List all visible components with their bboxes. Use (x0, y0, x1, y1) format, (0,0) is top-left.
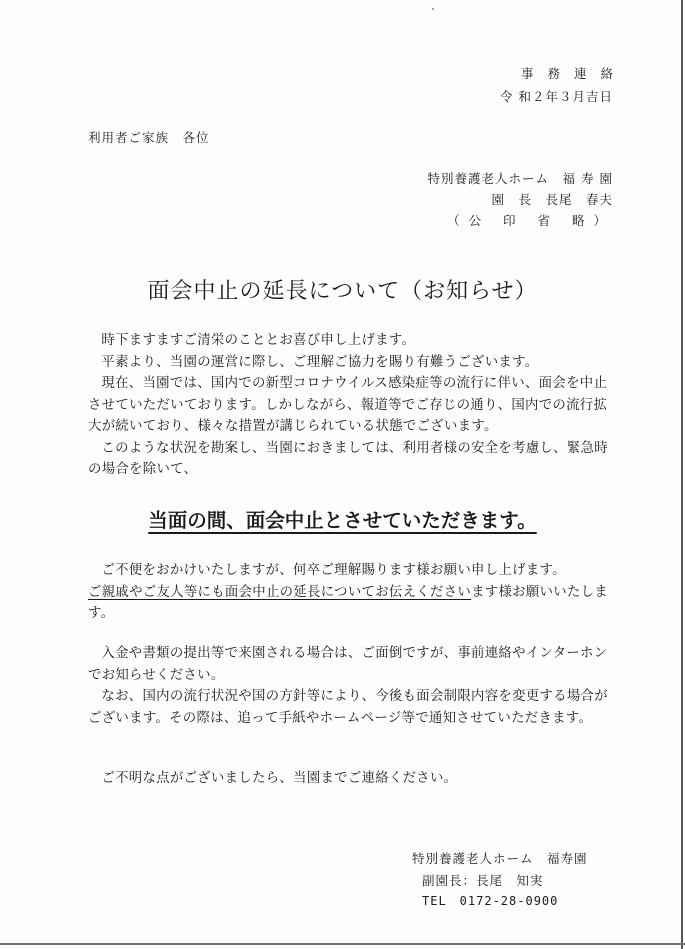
request-line: ご不便をおかけいたしますが、何卒ご理解賜ります様お願い申し上げます。 (101, 563, 566, 578)
underlined-request: ご親戚やご友人等にも面会中止の延長についてお伝えください (88, 584, 472, 600)
intro-paragraph: 現在、当園では、国内での新型コロナウイルス感染症等の流行に伴い、面会を中止させていただいております。しかしながら、報道等でご存じの通り、国内での流行拡大が続いており、様々な措置が講じられている状態でございます。 (88, 376, 608, 434)
footer-vice-director: 副園長：長尾 知実 (422, 872, 544, 888)
closing-section (88, 768, 618, 790)
request-section (88, 560, 618, 625)
document-type: 事務連絡 (520, 66, 627, 81)
note-paragraph: なお、国内の流行状況や国の方針等により、今後も面会制限内容を変更する場合がございます。その際は、追って手紙やホームページ等で通知させていただきます。 (88, 689, 608, 726)
intro-paragraph: 時下ますますご清栄のこととお喜び申し上げます。 (101, 333, 416, 348)
request-tail: ます様お願いいたします。 (88, 584, 608, 621)
closing-line: ご不明な点がございましたら、当園までご連絡ください。 (101, 771, 458, 786)
sender-organization: 特別養護老人ホーム 福 寿 園 (427, 171, 613, 186)
recipient-line: 利用者ご家族 各位 (88, 130, 210, 145)
request-paragraph (88, 582, 618, 625)
intro-section (88, 330, 618, 481)
emphasis-statement (0, 505, 685, 533)
document-title: 面会中止の延長について（お知らせ） (147, 279, 538, 304)
scan-edge-bottom (0, 943, 685, 945)
footer-contact-block (412, 848, 588, 913)
note-paragraph: 入金や書類の提出等で来園される場合は、ご面倒ですが、事前連絡やインターホンでお知らせください。 (88, 646, 608, 683)
footer-organization: 特別養護老人ホーム 福寿園 (412, 851, 588, 866)
scan-edge-right (681, 0, 683, 949)
scan-speck (432, 8, 434, 10)
seal-omitted-note: （公 印 省 略） (447, 213, 615, 228)
intro-paragraph: このような状況を勘案し、当園におきましては、利用者様の安全を考慮し、緊急時の場合を除いて、 (88, 440, 608, 477)
sender-director: 園 長 長尾 春夫 (491, 192, 613, 207)
intro-paragraph: 平素より、当園の運営に際し、ご理解ご協力を賜り有難うございます。 (101, 354, 539, 370)
document-date: 令 和２年３月吉日 (500, 89, 613, 104)
footer-telephone: TEL 0172-28-0900 (422, 894, 559, 908)
sender-block (428, 168, 613, 231)
emphasis-text: 当面の間、面会中止とさせていただきます。 (148, 509, 537, 532)
notes-section (88, 643, 618, 729)
